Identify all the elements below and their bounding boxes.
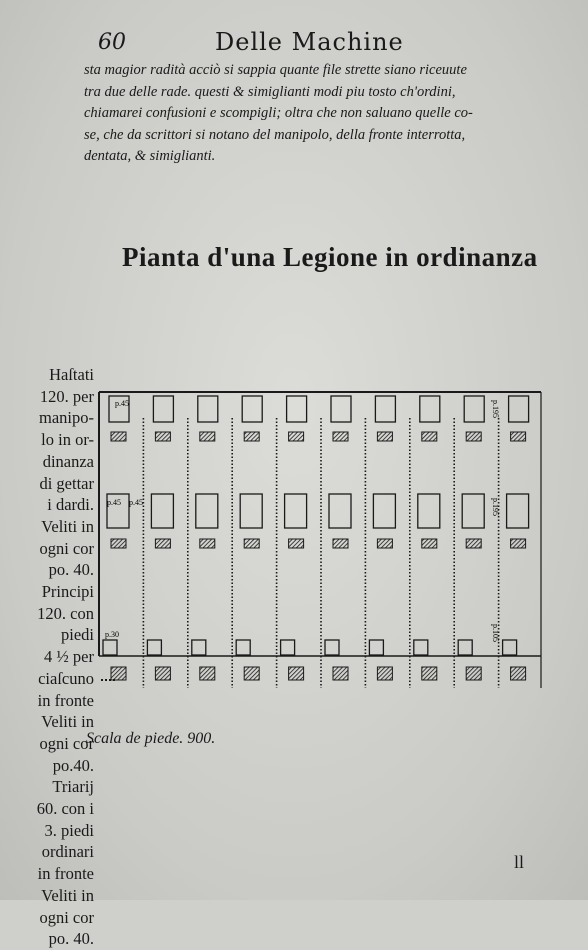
velites-block [466,432,481,441]
principes-block [151,494,173,528]
velites-block [111,432,126,441]
velites-block [377,539,392,548]
velites-block [244,667,259,680]
hastati-block [420,396,440,422]
sidenote-line: Haſtati [49,365,94,384]
body-paragraph [84,60,554,168]
hastati-block [375,396,395,422]
sidenote-line: dinanza [42,451,94,471]
legion-plan-diagram [95,388,545,698]
scale-caption: Scala de piede. 900. [86,730,216,747]
principes-block [285,494,307,528]
triarii-block [503,640,517,655]
body-line: se, che da scrittori si notano del manipolo, della fronte interrotta, [84,126,466,143]
velites-block [244,432,259,441]
triarii-block [458,640,472,655]
catchword: ll [514,852,525,872]
velites-block [155,667,170,680]
hastati-block [464,396,484,422]
velites-block [111,667,126,680]
label-mid-left: p.45 [107,498,121,507]
principes-block [373,494,395,528]
hastati-block [509,396,529,422]
body-line: tra due delle rade. questi & simiglianti modi piu tosto ch'ordini, [84,83,456,100]
principes-block [418,494,440,528]
hastati-block [287,396,307,422]
triarii-block [236,640,250,655]
label-mid-left-2: p.45 [129,498,143,507]
velites-block [422,432,437,441]
sidenote-line: Veliti in [41,516,94,536]
sidenote-line: in fronte [37,690,94,710]
velites-block [155,432,170,441]
sidenote-line: piedi [61,625,94,645]
velites-block [422,667,437,680]
sidenote-line: ogni cor [39,538,94,558]
sidenote-line: 4 ½ per [44,647,94,667]
body-line: sta magior radità acciò si sappia quante file strette siano riceuute [84,62,467,78]
sidenote-line: di gettar [39,473,94,493]
velites-block [333,667,348,680]
hastati-block [242,396,262,422]
triarii-block [414,640,428,655]
velites-block [200,539,215,548]
page-number: 60 [98,30,126,55]
principes-block [329,494,351,528]
sidenote-line: 3. piedi [44,820,94,840]
sidenote-line: Triarij [52,777,94,797]
sidenote-line: i dardi. [47,495,94,515]
velites-block [200,432,215,441]
marginal-note [6,364,94,950]
label-right-mid: p.195 [491,498,500,516]
sidenote-line: Veliti in [41,885,94,905]
running-title: Delle Machine [215,28,404,56]
velites-block [511,432,526,441]
velites-block [377,432,392,441]
velites-block [466,667,481,680]
label-right-top: p.195 [491,400,500,418]
velites-block [333,539,348,548]
hastati-block [153,396,173,422]
velites-block [377,667,392,680]
velites-block [289,539,304,548]
sidenote-line: ogni cor [39,733,94,753]
velites-block [200,667,215,680]
velites-block [155,539,170,548]
sidenote-line: po. 40. [48,929,94,949]
page-header [0,26,588,56]
body-line: chiamarei confusioni e scompigli; oltra che non saluano quelle co- [84,105,473,121]
body-line: dentata, & simiglianti. [84,148,216,164]
sidenote-line: ciaſcuno [38,668,94,688]
principes-block [196,494,218,528]
label-top-left: p.45 [115,399,129,408]
plate-title: Pianta d'una Legione in ordinanza [122,242,538,272]
sidenote-line: po.40. [52,755,94,775]
formation-marks [101,396,529,688]
principes-block [240,494,262,528]
sidenote-line: manipo- [39,408,94,428]
hastati-block [198,396,218,422]
velites-block [289,667,304,680]
velites-block [422,539,437,548]
velites-block [511,539,526,548]
sidenote-line: 120. con [37,603,94,623]
sidenote-line: ordinari [41,842,94,862]
triarii-block [147,640,161,655]
label-right-bottom: p.105 [491,624,500,642]
sidenote-line: in fronte [37,864,94,884]
velites-block [111,539,126,548]
triarii-block [325,640,339,655]
sidenote-line: Principi [41,582,94,602]
principes-block [507,494,529,528]
triarii-block [103,640,117,655]
sidenote-line: 120. per [39,386,94,406]
velites-block [466,539,481,548]
sidenote-line: ogni cor [39,907,94,927]
triarii-block [369,640,383,655]
sidenote-line: lo in or- [41,430,94,450]
velites-block [333,432,348,441]
sidenote-line: po. 40. [48,560,94,580]
triarii-block [281,640,295,655]
principes-block [462,494,484,528]
velites-block [289,432,304,441]
velites-block [244,539,259,548]
hastati-block [331,396,351,422]
velites-block [511,667,526,680]
triarii-block [192,640,206,655]
label-bottom-left: p.30 [105,630,119,639]
sidenote-line: 60. con i [36,799,94,819]
sidenote-line: Veliti in [41,712,94,732]
